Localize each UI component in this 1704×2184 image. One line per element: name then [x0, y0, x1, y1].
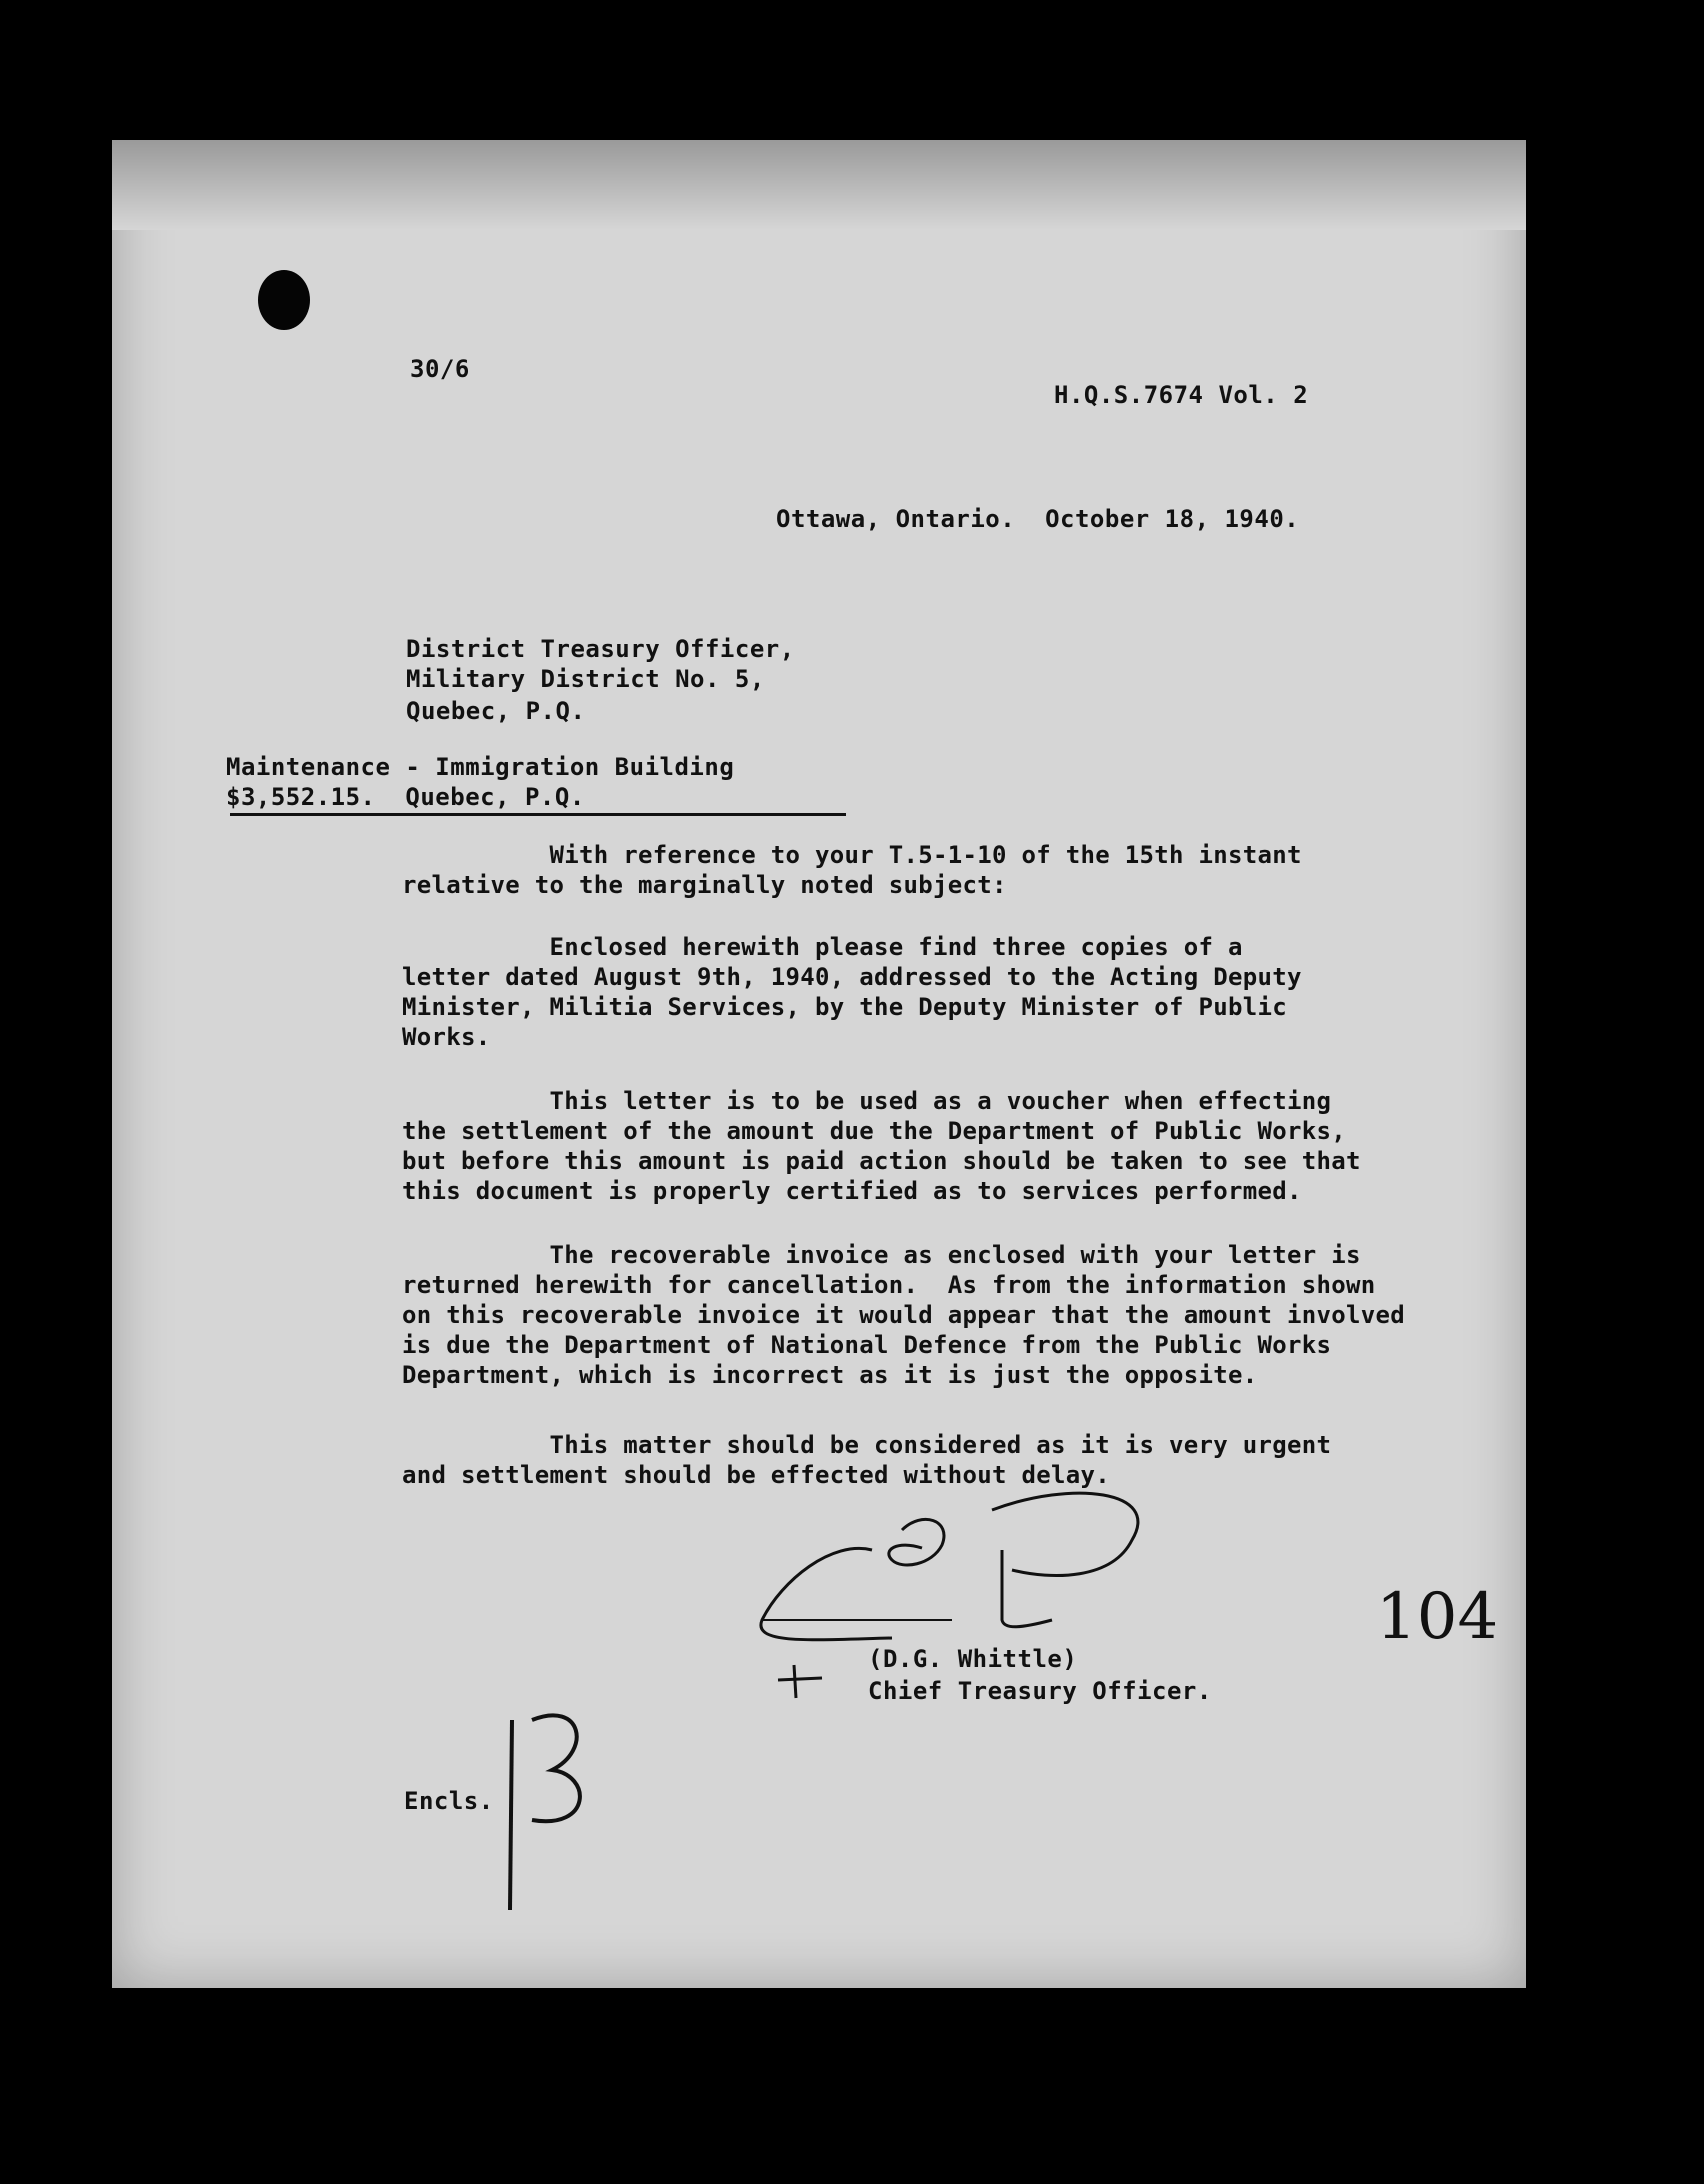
letter-page: [112, 140, 1526, 1988]
page-top-shadow: [112, 140, 1526, 230]
paragraph-5: This matter should be considered as it is very urgent and settlement should be effected without delay.: [402, 1431, 1332, 1489]
paragraph-1: With reference to your T.5-1-10 of the 15th instant relative to the marginally noted subject:: [402, 841, 1302, 899]
paragraph-2: Enclosed herewith please find three copies of a letter dated August 9th, 1940, addressed to the Acting Deputy Minister, Militia Services, by the Deputy Minister of Public Works.: [402, 933, 1302, 1051]
subject-underline: [230, 813, 846, 816]
recipient-line-3: Quebec, P.Q.: [406, 697, 586, 725]
signatory-name: (D.G. Whittle): [868, 1645, 1078, 1673]
punch-hole: [258, 270, 310, 330]
handwritten-enclosure-count: [492, 1700, 602, 1920]
recipient-line-1: District Treasury Officer,: [406, 635, 795, 663]
margin-subject-line-1: Maintenance - Immigration Building: [226, 753, 735, 781]
handwritten-page-number: 104: [1376, 1580, 1499, 1654]
handwritten-signature: [752, 1470, 1172, 1670]
enclosures-label: Encls.: [404, 1787, 494, 1815]
margin-subject-line-2: $3,552.15. Quebec, P.Q.: [226, 783, 585, 811]
file-reference-left: 30/6: [410, 355, 470, 383]
handwritten-cross-mark: [776, 1660, 826, 1700]
signatory-title: Chief Treasury Officer.: [868, 1677, 1212, 1705]
recipient-line-2: Military District No. 5,: [406, 665, 765, 693]
file-reference-right: H.Q.S.7674 Vol. 2: [1054, 381, 1309, 409]
place-and-date: Ottawa, Ontario. October 18, 1940.: [776, 505, 1300, 533]
paragraph-4: The recoverable invoice as enclosed with your letter is returned herewith for cancellation. As from the information shown on this recoverable invoice it would appear that the amount involved is due the Department of National Defence from the Public Works Department, which is incorrect as it is just the opposite.: [402, 1241, 1405, 1389]
paragraph-3: This letter is to be used as a voucher when effecting the settlement of the amount due the Department of Public Works, but before this amount is paid action should be taken to see that this document is properly certified as to services performed.: [402, 1087, 1361, 1205]
